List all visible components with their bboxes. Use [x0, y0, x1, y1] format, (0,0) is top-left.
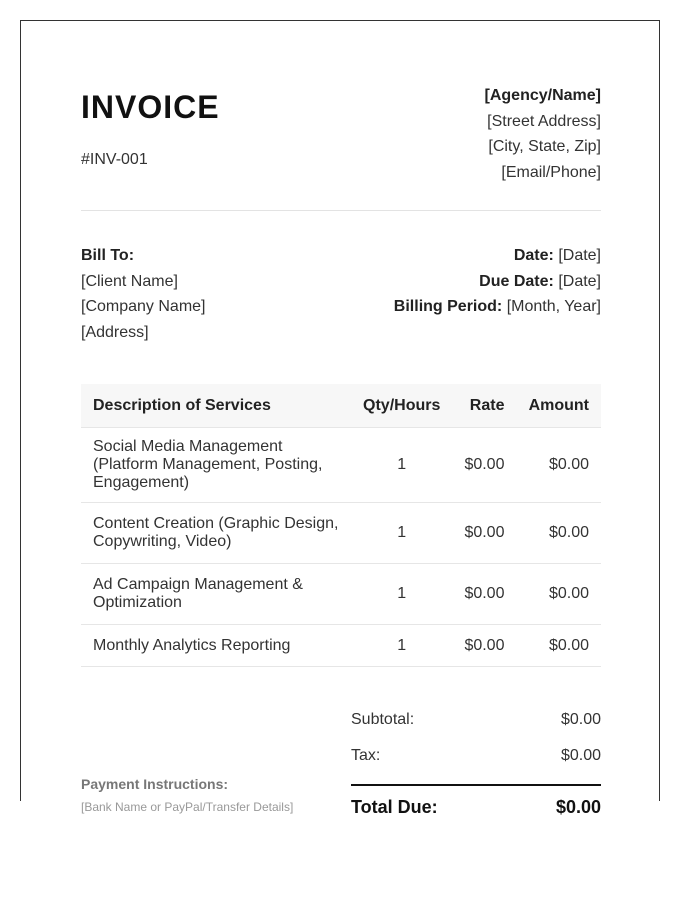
row-amount: $0.00 — [516, 503, 601, 564]
billing-period-label: Billing Period: — [393, 298, 503, 315]
agency-contact: [Email/Phone] — [501, 163, 601, 181]
agency-name: [Agency/Name] — [484, 87, 601, 104]
header-rate: Rate — [452, 384, 516, 428]
total-due-label: Total Due: — [351, 797, 438, 817]
company-name: [Company Name] — [81, 298, 206, 315]
table-row — [81, 625, 601, 667]
invoice-page — [20, 20, 660, 817]
date-label: Date: — [513, 247, 554, 264]
row-amount: $0.00 — [516, 625, 601, 667]
payment-instructions — [81, 776, 341, 814]
row-rate: $0.00 — [452, 564, 516, 625]
bill-to-label: Bill To: — [81, 247, 135, 264]
agency-street: [Street Address] — [487, 112, 601, 130]
bill-to-block — [81, 243, 206, 345]
invoice-number: #INV-001 — [81, 151, 148, 168]
row-description: Content Creation (Graphic Design, Copywriting, Video) — [81, 503, 351, 564]
due-date-label: Due Date: — [479, 272, 554, 290]
row-rate: $0.00 — [452, 503, 516, 564]
subtotal-value: $0.00 — [560, 711, 601, 728]
row-description: Social Media Management (Platform Management, Posting, Engagement) — [81, 428, 351, 503]
tax-label: Tax: — [351, 747, 381, 764]
billing-period — [394, 294, 601, 320]
table-row — [81, 564, 601, 625]
payment-text: [Bank Name or PayPal/Transfer Details] — [81, 800, 294, 814]
row-qty: 1 — [351, 564, 452, 625]
billing-period-value: [Month, Year] — [506, 298, 601, 315]
row-rate: $0.00 — [452, 625, 516, 667]
tax-value: $0.00 — [560, 747, 601, 764]
row-rate: $0.00 — [452, 428, 516, 503]
client-name: [Client Name] — [81, 272, 178, 290]
subtotal-label: Subtotal: — [351, 711, 415, 728]
total-due-value: $0.00 — [555, 797, 601, 817]
agency-city: [City, State, Zip] — [488, 138, 601, 155]
table-row — [81, 503, 601, 564]
header-description: Description of Services — [81, 384, 351, 428]
row-description: Ad Campaign Management & Optimization — [81, 564, 351, 625]
due-date — [394, 269, 601, 295]
table-row — [81, 428, 601, 503]
invoice-title: INVOICE — [81, 89, 220, 125]
row-amount: $0.00 — [516, 564, 601, 625]
row-qty: 1 — [351, 503, 452, 564]
header-qty: Qty/Hours — [351, 384, 452, 428]
tax-row — [351, 746, 601, 782]
totals-block — [351, 710, 601, 818]
total-due-row — [351, 786, 601, 818]
client-address: [Address] — [81, 323, 149, 341]
header-divider — [81, 210, 601, 211]
agency-block — [485, 83, 601, 185]
invoice-content — [81, 21, 601, 817]
payment-label: Payment Instructions: — [81, 776, 229, 792]
row-qty: 1 — [351, 625, 452, 667]
row-description: Monthly Analytics Reporting — [81, 625, 351, 667]
services-table — [81, 384, 601, 667]
row-amount: $0.00 — [516, 428, 601, 503]
table-header-row — [81, 384, 601, 428]
dates-block — [394, 243, 601, 320]
date-value: [Date] — [558, 247, 601, 264]
header-amount: Amount — [516, 384, 601, 428]
due-date-value: [Date] — [558, 272, 601, 290]
subtotal-row — [351, 710, 601, 746]
row-qty: 1 — [351, 428, 452, 503]
invoice-date — [394, 243, 601, 269]
